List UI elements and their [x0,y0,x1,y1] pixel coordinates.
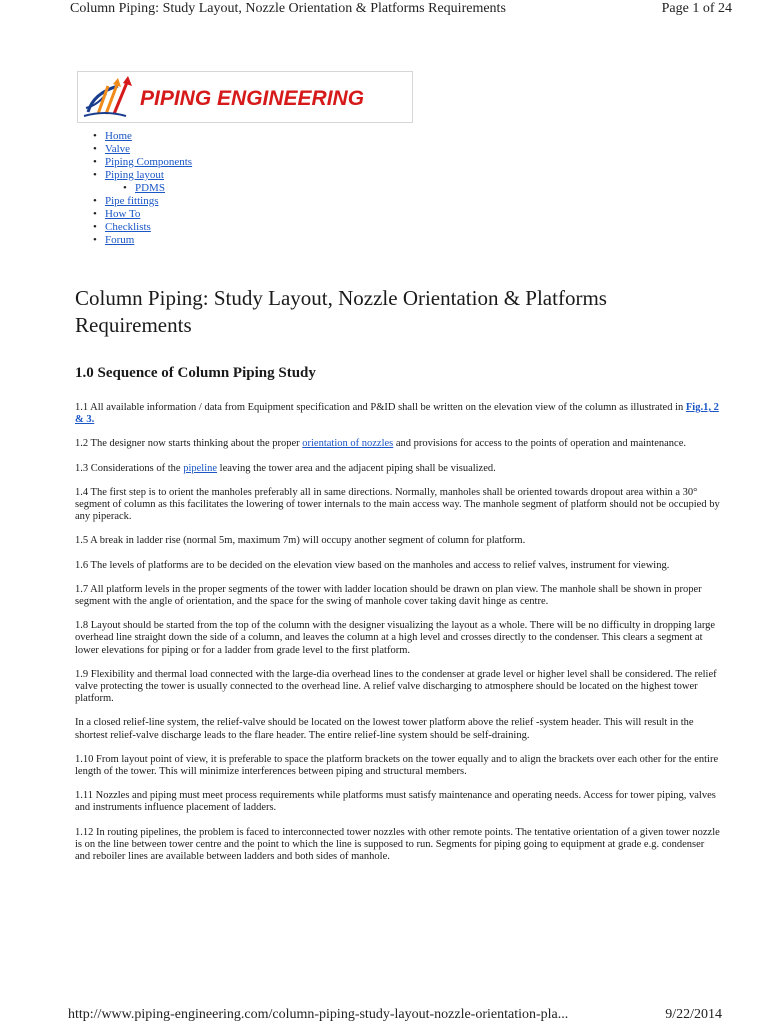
nav-item-pipe-fittings[interactable] [80,195,192,208]
figure-link[interactable]: Fig.1, 2 & 3. [75,402,719,426]
paragraph-1-2: 1.2 The designer now starts thinking about the proper orientation of nozzles and provisions for access to the points of operation and maintenance. [75,438,686,450]
paragraph-1-4: 1.4 The first step is to orient the manholes preferably all in same directions. Normally, manholes shall be oriented towards dropout area within a 30° segment of column as this facilitates the lowering of tower internals to the main access way. The manhole segment of platform should not be occupied by any piperack. [75,486,720,523]
paragraph-closed-relief: In a closed relief-line system, the relief-valve should be located on the lowest tower platform above the relief -system header. This will result in the shortest relief-valve discharge leads to the flare header. The entire relief-line system should be self-draining. [75,717,694,741]
paragraph-1-8: 1.8 Layout should be started from the top of the column with the designer visualizing the layout as a whole. There will be no difficulty in dropping large overhead line straight down the side of a column, and leaves the column at a high level and crosses directly to the condenser. This clears a segment at lower elevations for piping or for a ladder from grade level to the first platform. [75,620,716,656]
article-content [75,285,720,875]
print-date: 9/22/2014 [665,1007,722,1022]
nav-item-valve[interactable] [80,143,192,156]
nav-link-checklists[interactable]: Checklists [105,221,151,233]
svg-text:PIPING ENGINEERING: PIPING ENGINEERING [140,87,365,110]
nav-link-piping-components[interactable]: Piping Components [105,156,193,168]
paragraph-1-6: 1.6 The levels of platforms are to be decided on the elevation view based on the manholes and access to relief valves, instrument for viewing. [75,559,670,571]
paragraph-1-7: 1.7 All platform levels in the proper segments of the tower with ladder location should be drawn on plan view. The manhole shall be shown in proper segment with the angle of orientation, and the space for the swing of manhole cover taking davit hinge as centre. [75,583,702,608]
nav-item-how-to[interactable] [80,208,192,221]
page-number: Page 1 of 24 [661,1,732,16]
paragraph-1-5: 1.5 A break in ladder rise (normal 5m, maximum 7m) will occupy another segment of column for platform. [75,535,526,547]
paragraph-1-11: 1.11 Nozzles and piping must meet process requirements while platforms must satisfy maintenance and operating needs. Access for tower piping, valves and instruments influence placement of ladders. [75,790,716,814]
nav-link-pdms[interactable]: PDMS [135,182,165,194]
nav-link-piping-layout[interactable]: Piping layout [105,169,164,181]
paragraph-1-9: 1.9 Flexibility and thermal load connected with the large-dia overhead lines to the condenser at grade level or higher level shall be considered. The relief valve protecting the tower is usually connected to the overhead line. A relief valve discharging to atmosphere should be located on the highest tower platform. [75,668,717,705]
nav-link-forum[interactable]: Forum [105,234,135,246]
nav-subitem-pdms[interactable] [80,182,192,195]
print-header [0,0,768,18]
nav-item-piping-layout[interactable] [80,169,192,182]
nav-link-pipe-fittings[interactable]: Pipe fittings [105,195,159,207]
print-footer [0,1006,768,1024]
nav-item-piping-components[interactable] [80,156,192,169]
nav-item-home[interactable] [80,130,192,143]
section-heading: 1.0 Sequence of Column Piping Study [75,365,316,381]
nav-link-how-to[interactable]: How To [105,208,141,220]
piping-engineering-logo-icon [78,72,412,122]
paragraph-1-3: 1.3 Considerations of the pipeline leaving the tower area and the adjacent piping shall be visualized. [75,462,496,474]
article-title: Column Piping: Study Layout, Nozzle Orientation & Platforms Requirements [75,286,607,337]
paragraph-1-1: 1.1 All available information / data from Equipment specification and P&ID shall be written on the elevation view of the column as illustrated in Fig.1, 2 & 3. [75,402,719,426]
pipeline-link[interactable]: pipeline [183,462,218,474]
orientation-of-nozzles-link[interactable]: orientation of nozzles [302,438,394,450]
paragraph-1-12: 1.12 In routing pipelines, the problem is faced to interconnected tower nozzles with other remote points. The tentative orientation of a given tower nozzle is on the line between tower centre and the point to which the line is supposed to run. Segments for piping going to equipment at grade e.g. condenser and reboiler lines are available between ladders and both sides of manhole. [75,826,720,863]
paragraph-1-10: 1.10 From layout point of view, it is preferable to space the platform brackets on the tower equally and to align the brackets over each other for the entire length of the tower. This will minimize interferences between piping and structural members. [75,753,719,778]
nav-item-forum[interactable] [80,234,192,247]
print-header-title: Column Piping: Study Layout, Nozzle Orientation & Platforms Requirements [70,1,506,16]
nav-link-home[interactable]: Home [105,130,132,142]
site-navigation [80,130,192,247]
nav-link-valve[interactable]: Valve [105,143,131,155]
site-logo[interactable] [77,71,413,123]
page-url: http://www.piping-engineering.com/column-piping-study-layout-nozzle-orientation-pla... [68,1007,569,1022]
nav-item-checklists[interactable] [80,221,192,234]
